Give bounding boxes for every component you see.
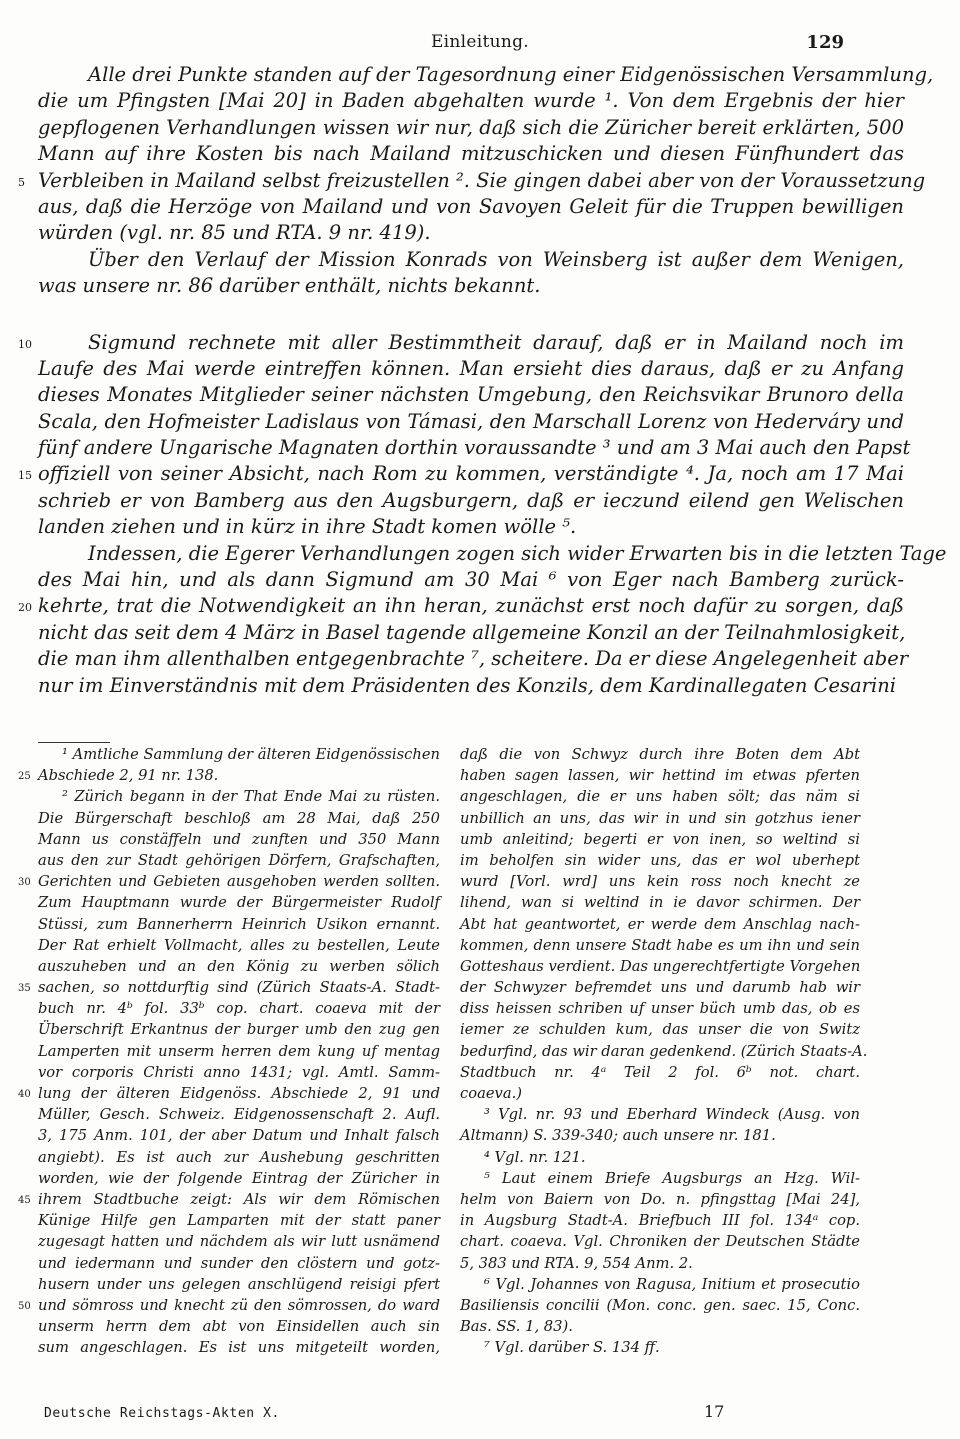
text-line [18, 593, 904, 619]
text-line [38, 62, 934, 88]
line-text: angeschlagen, die er uns haben sölt; das näm si [460, 788, 860, 806]
text-line [18, 168, 926, 194]
line-text: gepflogenen Verhandlungen wissen wir nur, daß sich die Züricher bereit erklärten, 500 [38, 115, 904, 139]
line-text: ⁶ Vgl. Johannes von Ragusa, Initium et prosecutio [484, 1275, 860, 1293]
line-text: kehrte, trat die Notwendigkeit an ihn heran, zunächst erst noch dafür zu sorgen, daß [38, 594, 904, 618]
line-text: Basiliensis concilii (Mon. conc. gen. saec. 15, Conc. [460, 1296, 860, 1314]
footnote-line [38, 1231, 440, 1252]
line-text: 3, 175 Anm. 101, der aber Datum und Inhalt falsch [38, 1127, 440, 1145]
footnote-line [460, 977, 860, 998]
line-text: kommen, denn unsere Stadt habe es um ihn und sein [460, 936, 860, 954]
footnote-line [460, 1274, 860, 1295]
footnote-line [38, 786, 440, 807]
footnote-line [18, 977, 440, 998]
line-text: Bas. SS. 1, 83). [460, 1318, 573, 1336]
footnote-line [460, 1147, 860, 1168]
footnote-line [38, 892, 440, 913]
footnote-line [460, 1295, 860, 1316]
line-text: aus den zur Stadt gehörigen Dörfern, Grafschaften, [38, 851, 440, 869]
footnote-line [38, 829, 440, 850]
line-text: aus, daß die Herzöge von Mailand und von Savoyen Geleit für die Truppen bewilligen [38, 194, 904, 218]
line-text: Lamperten mit unserm herren dem kung uf mentag [38, 1042, 440, 1060]
line-text: Über den Verlauf der Mission Konrads von Weinsberg ist außer dem Wenigen, [88, 247, 904, 271]
line-number: 40 [18, 1089, 31, 1100]
line-text: die um Pfingsten [Mai 20] in Baden abgehalten wurde ¹. Von dem Ergebnis der hier [38, 89, 904, 113]
line-text: Abt hat geantwortet, er werde dem Anschlag nach- [460, 915, 860, 933]
text-line [38, 194, 904, 220]
text-line [38, 220, 904, 246]
line-text: fünf andere Ungarische Magnaten dorthin voraussandte ³ und am 3 Mai auch den Papst [38, 436, 911, 460]
footnote-line [460, 829, 860, 850]
footnote-line [38, 850, 440, 871]
line-number: 35 [18, 983, 31, 995]
footnote-line [460, 765, 860, 786]
line-text: ² Zürich begann in der That Ende Mai zu rüsten. [62, 788, 440, 806]
text-line [38, 409, 904, 435]
footnote-line [38, 1104, 440, 1125]
line-text: Laufe des Mai werde eintreffen können. Man ersieht dies daraus, daß er zu Anfang [38, 356, 904, 380]
line-text: Indessen, die Egerer Verhandlungen zogen sich wider Erwarten bis in die letzten Tage [88, 541, 947, 565]
footnote-line [38, 1274, 440, 1295]
footnote-line [460, 1337, 860, 1358]
line-text: Gerichten und Gebieten ausgehoben werden sollten. [38, 873, 440, 891]
running-head [0, 30, 960, 56]
line-text: lihend, wan si weltind in ie davor schirmen. Der [460, 894, 860, 912]
line-text: ³ Vgl. nr. 93 und Eberhard Windeck (Ausg. von [484, 1106, 860, 1124]
text-line [38, 488, 904, 514]
line-text: Gotteshaus verdient. Das ungerechtfertigte Vorgehen [460, 957, 861, 975]
line-text: dieses Monates Mitglieder seiner nächsten Umgebung, den Reichsvikar Brunoro della [38, 383, 904, 407]
text-line [38, 115, 904, 141]
line-text: Stüssi, zum Bannerherrn Heinrich Usikon ernannt. [38, 915, 440, 933]
text-line [38, 567, 904, 593]
line-text: Altmann) S. 339-340; auch unsere nr. 181. [460, 1127, 776, 1145]
signature-line: Deutsche Reichstags-Akten X. [44, 1406, 280, 1421]
line-text: coaeva.) [460, 1085, 522, 1102]
text-line [38, 541, 947, 567]
running-title: Einleitung. [430, 32, 530, 52]
footnote-line [460, 956, 860, 977]
footnote-line [460, 1189, 860, 1210]
text-line [38, 620, 904, 646]
line-text: die man ihm allenthalben entgegenbrachte ⁷, scheitere. Da er diese Angelegenheit aber [38, 647, 909, 671]
text-line [38, 646, 909, 672]
footnote-line [38, 744, 440, 765]
line-text: Künige Hilfe gen Lamparten mit der statt paner [38, 1212, 440, 1230]
footnote-line [18, 1295, 440, 1316]
main-text [18, 62, 947, 699]
footnotes-right-column [460, 744, 868, 1358]
line-text: daß die von Schwyz durch ihre Boten dem Abt [460, 746, 860, 763]
line-text: helm von Baiern von Do. n. pfingsttag [Mai 24], [460, 1190, 860, 1208]
footnote-line [460, 1210, 860, 1231]
line-text: 5, 383 und RTA. 9, 554 Anm. 2. [460, 1254, 693, 1272]
line-text: und sömross und knecht zü den sömrossen, do ward [38, 1296, 440, 1314]
line-text: husern under uns gelegen anschlügend reisigi pfert [38, 1275, 440, 1293]
footnote-rule [38, 742, 110, 743]
line-text: ihrem Stadtbuche zeigt: Als wir dem Römischen [38, 1190, 440, 1208]
footnote-line [460, 871, 860, 892]
line-text: des Mai hin, und als dann Sigmund am 30 Mai ⁶ von Eger nach Bamberg zurück- [38, 568, 904, 592]
line-text: Alle drei Punkte standen auf der Tagesordnung einer Eidgenössischen Versammlung, [88, 63, 934, 86]
line-number: 15 [18, 469, 32, 483]
footnote-line [18, 871, 440, 892]
text-line [38, 141, 904, 167]
footnote-line [38, 808, 440, 829]
line-text: lung der älteren Eidgenöss. Abschiede 2, 91 und [38, 1085, 440, 1102]
footnote-line [18, 765, 440, 786]
line-text: Mann us constäffeln und zunften und 350 Mann [38, 830, 440, 848]
text-line [18, 461, 904, 487]
line-text: auszuheben und an den König zu werben sölich [38, 957, 440, 975]
footnote-line [460, 1104, 860, 1125]
line-text: Abschiede 2, 91 nr. 138. [38, 767, 219, 785]
line-text: landen ziehen und in kürz in ihre Stadt komen wölle ⁵. [38, 515, 577, 539]
page-number: 129 [806, 32, 844, 53]
footnote-line [38, 914, 440, 935]
text-line [38, 247, 904, 273]
footnote-line [460, 1041, 868, 1062]
text-line [38, 382, 904, 408]
line-text: sum angeschlagen. Es ist uns mitgeteilt worden, [38, 1339, 440, 1357]
line-text: Verbleiben in Mailand selbst freizustellen ². Sie gingen dabei aber von der Voraussetzung [38, 168, 926, 192]
paragraph-gap [38, 300, 904, 330]
line-text: Der Rat erhielt Vollmacht, alles zu bestellen, Leute [38, 936, 440, 954]
text-line [38, 273, 904, 299]
line-number: 45 [18, 1194, 31, 1206]
line-text: und iedermann und sunder den clöstern und gotz- [38, 1254, 440, 1272]
line-text: ⁵ Laut einem Briefe Augsburgs an Hzg. Wil- [484, 1169, 860, 1187]
footnote-line [38, 935, 440, 956]
line-text: unbillich an uns, das wir in und sin gotzhus iener [460, 809, 860, 827]
line-text: diss heissen schriben uf unser büch umb das, ob es [460, 1000, 860, 1018]
footnote-line [460, 1231, 860, 1252]
footnote-line [38, 1253, 440, 1274]
line-text: angiebt). Es ist auch zur Aushebung geschritten [38, 1148, 440, 1166]
footnote-line [460, 1083, 860, 1104]
footnote-line [38, 956, 440, 977]
footnote-line [460, 1019, 860, 1040]
footnote-line [38, 1210, 440, 1231]
footnote-line [38, 1316, 440, 1337]
line-text: Die Bürgerschaft beschloß am 28 Mai, daß 250 [38, 809, 440, 827]
line-number: 25 [18, 771, 31, 783]
line-text: umb anleitind; begerti er von inen, so weltind si [460, 830, 860, 848]
line-text: ¹ Amtliche Sammlung der älteren Eidgenössischen [62, 746, 440, 763]
footnote-line [38, 1168, 440, 1189]
line-number: 10 [18, 337, 32, 351]
line-text: Sigmund rechnete mit aller Bestimmtheit darauf, daß er in Mailand noch im [88, 330, 904, 354]
footnotes-left-column [18, 744, 440, 1358]
line-text: chart. coaeva. Vgl. Chroniken der Deutschen Städte [460, 1233, 860, 1251]
footnote-line [38, 1062, 440, 1083]
text-line [38, 356, 904, 382]
footnote-line [460, 808, 860, 829]
line-text: bedurfind, das wir daran gedenkend. (Zürich Staats-A. [460, 1042, 868, 1060]
text-line [18, 330, 904, 356]
footnote-line [18, 1083, 440, 1104]
line-text: iemer ze schulden kum, das unser die von Switz [460, 1021, 860, 1039]
text-line [38, 514, 904, 540]
footnote-line [460, 850, 860, 871]
line-text: was unsere nr. 86 darüber enthält, nichts bekannt. [38, 274, 541, 298]
footnote-line [38, 1147, 440, 1168]
line-text: nicht das seit dem 4 März in Basel tagende allgemeine Konzil an der Teilnahmlosigkeit, [38, 620, 906, 644]
text-line [38, 435, 911, 461]
line-text: worden, wie der folgende Eintrag der Züricher in [38, 1169, 440, 1187]
line-text: Scala, den Hofmeister Ladislaus von Támasi, den Marschall Lorenz von Hederváry und [38, 409, 904, 433]
line-text: nur im Einverständnis mit dem Präsidenten des Konzils, dem Kardinallegaten Cesarini [38, 673, 897, 697]
footnote-line [460, 892, 860, 913]
footnote-line [38, 1337, 440, 1358]
line-text: würden (vgl. nr. 85 und RTA. 9 nr. 419). [38, 221, 431, 245]
line-number: 5 [18, 175, 25, 189]
line-text: Mann auf ihre Kosten bis nach Mailand mitzuschicken und diesen Fünfhundert das [38, 142, 904, 166]
line-text: in Augsburg Stadt-A. Briefbuch III fol. 134ᵃ cop. [460, 1212, 860, 1230]
line-text: vor corporis Christi anno 1431; vgl. Amtl. Samm- [38, 1063, 440, 1081]
footnote-line [38, 1041, 440, 1062]
footnote-line [460, 998, 860, 1019]
line-text: Stadtbuch nr. 4ᵃ Teil 2 fol. 6ᵇ not. chart. [460, 1063, 860, 1081]
line-text: wurd [Vorl. wrd] uns kein ross noch knecht ze [460, 873, 860, 891]
line-number: 20 [18, 601, 32, 615]
sheet-number: 17 [704, 1402, 725, 1421]
line-text: Müller, Gesch. Schweiz. Eidgenossenschaft 2. Aufl. [38, 1106, 440, 1124]
footnote-line [18, 1189, 440, 1210]
line-text: ⁴ Vgl. nr. 121. [484, 1148, 586, 1166]
footnote-line [460, 914, 860, 935]
text-line [38, 88, 904, 114]
footnote-line [38, 998, 440, 1019]
text-line [38, 673, 904, 699]
footnote-line [38, 1125, 440, 1146]
line-text: zugesagt hatten und nächdem als wir lutt usnämend [38, 1233, 440, 1251]
line-number: 30 [18, 877, 31, 889]
footnote-line [460, 786, 860, 807]
footnote-line [460, 1253, 860, 1274]
footnote-line [460, 1316, 860, 1337]
line-text: der Schwyzer befremdet uns und darumb hab wir [460, 979, 860, 997]
line-text: sachen, so nottdurftig sind (Zürich Staats-A. Stadt- [38, 979, 440, 997]
line-text: Zum Hauptmann wurde der Bürgermeister Rudolf [38, 894, 440, 912]
footnote-line [460, 1125, 860, 1146]
line-text: Überschrift Erkantnus der burger umb den zug gen [38, 1021, 440, 1039]
line-number: 50 [18, 1300, 31, 1312]
footnote-line [460, 1168, 860, 1189]
footnote-line [460, 744, 860, 765]
line-text: schrieb er von Bamberg aus den Augsburgern, daß er ieczund eilend gen Welischen [38, 488, 904, 512]
line-text: unserm herrn dem abt von Einsidellen auch sin [38, 1318, 440, 1336]
line-text: buch nr. 4ᵇ fol. 33ᵇ cop. chart. coaeva mit der [38, 1000, 440, 1018]
line-text: im beholfen sin wider uns, das er wol uberhept [460, 851, 860, 869]
line-text: offiziell von seiner Absicht, nach Rom zu kommen, verständigte ⁴. Ja, noch am 17 Mai [38, 462, 904, 486]
line-text: ⁷ Vgl. darüber S. 134 ff. [484, 1339, 660, 1357]
footnote-line [38, 1019, 440, 1040]
line-text: haben sagen lassen, wir hettind im etwas pferten [460, 767, 860, 785]
footnote-line [460, 1062, 860, 1083]
footnote-line [460, 935, 860, 956]
